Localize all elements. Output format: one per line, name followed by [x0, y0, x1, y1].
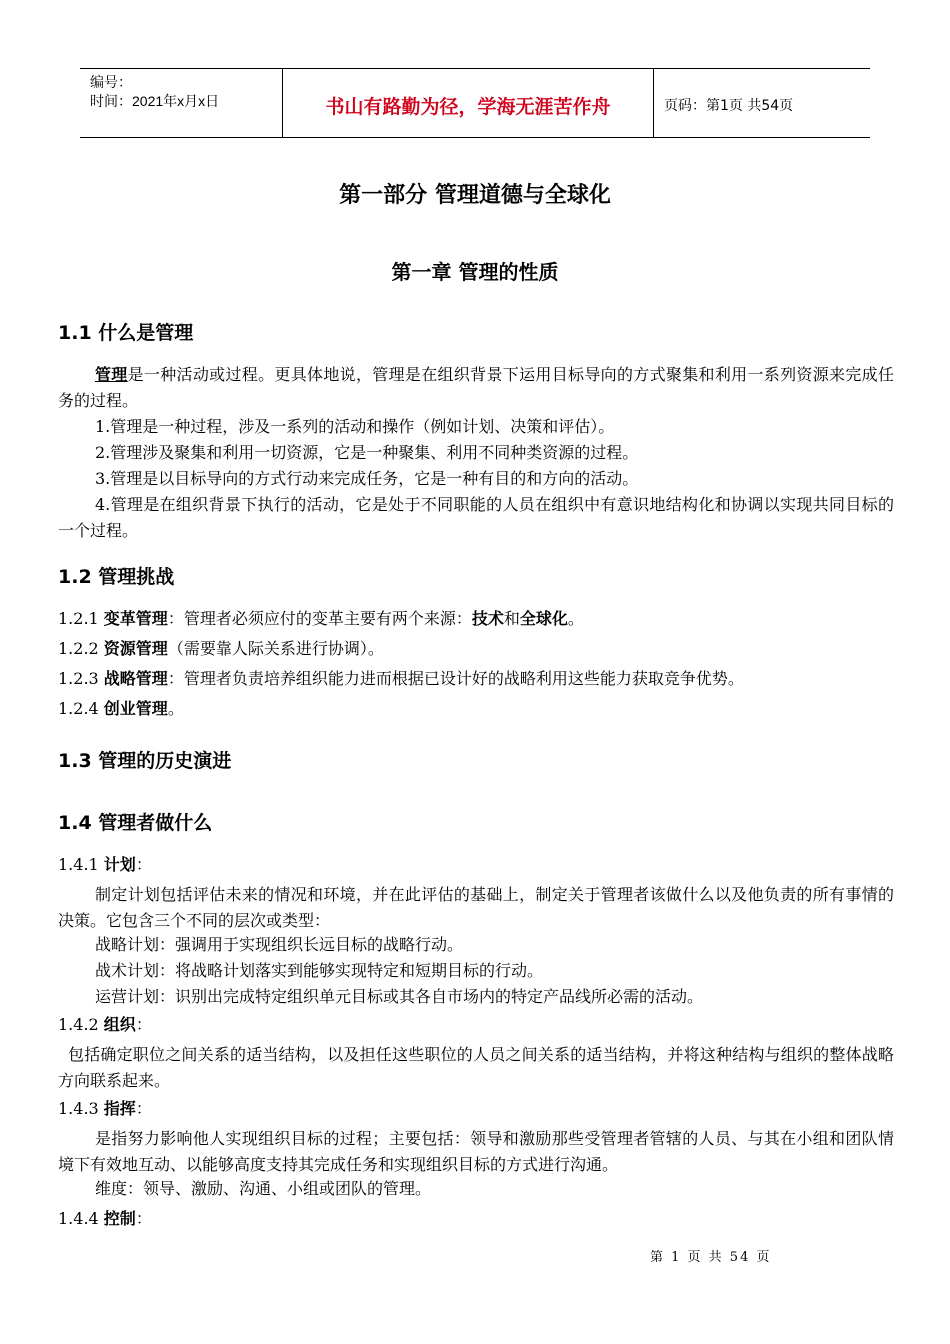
- leading-dimensions: 维度：领导、激励、沟通、小组或团队的管理。: [95, 1179, 432, 1198]
- plan-type-operational: 运营计划：识别出完成特定组织单元目标或其各自市场内的特定产品线所必需的活动。: [95, 987, 704, 1006]
- paragraph-definition: 管理是一种活动或过程。更具体地说，管理是在组织背景下运用目标导向的方式聚集和利用一系列资源来完成任务的过程。: [58, 365, 894, 410]
- point-2: 2.管理涉及聚集和利用一切资源，它是一种聚集、利用不同种类资源的过程。: [95, 443, 639, 462]
- item-1-4-2: 1.4.2 组织：: [58, 1015, 152, 1034]
- item-1-4-3: 1.4.3 指挥：: [58, 1099, 152, 1118]
- part-title: 第一部分 管理道德与全球化: [339, 183, 611, 208]
- item-1-4-1: 1.4.1 计划：: [58, 855, 152, 874]
- item-1-2-1: 1.2.1 变革管理：管理者必须应付的变革主要有两个来源：技术和全球化。: [58, 609, 584, 628]
- header-meta: [80, 69, 282, 137]
- item-1-4-4: 1.4.4 控制：: [58, 1209, 152, 1228]
- item-1-2-3: 1.2.3 战略管理：管理者负责培养组织能力进而根据已设计好的战略利用这些能力获取竞争优势。: [58, 669, 744, 688]
- section-heading-1-2: 1.2 管理挑战: [58, 566, 175, 588]
- page-footer: 第 1 页 共 54 页: [650, 1250, 772, 1265]
- plan-type-tactical: 战术计划：将战略计划落实到能够实现特定和短期目标的行动。: [95, 961, 544, 980]
- header-motto: 书山有路勤为径，学海无涯苦作舟: [282, 69, 654, 137]
- plan-type-strategic: 战略计划：强调用于实现组织长远目标的战略行动。: [95, 935, 464, 954]
- term-management: 管理: [95, 365, 128, 384]
- paragraph-planning: 制定计划包括评估未来的情况和环境，并在此评估的基础上，制定关于管理者该做什么以及他负责的所有事情的决策。它包含三个不同的层次或类型：: [58, 885, 894, 930]
- point-3: 3.管理是以目标导向的方式行动来完成任务，它是一种有目的和方向的活动。: [95, 469, 639, 488]
- paragraph-organizing: 包括确定职位之间关系的适当结构，以及担任这些职位的人员之间关系的适当结构，并将这种结构与组织的整体战略方向联系起来。: [58, 1045, 894, 1090]
- chapter-title: 第一章 管理的性质: [391, 260, 559, 284]
- section-heading-1-3: 1.3 管理的历史演进: [58, 750, 232, 772]
- point-1: 1.管理是一种过程，涉及一系列的活动和操作（例如计划、决策和评估）。: [95, 417, 615, 436]
- header-page-info: 页码：第1页 共54页: [664, 98, 794, 114]
- section-heading-1-4: 1.4 管理者做什么: [58, 812, 213, 834]
- paragraph-leading: 是指努力影响他人实现组织目标的过程；主要包括：领导和激励那些受管理者管辖的人员、与其在小组和团队情境下有效地互动、以能够高度支持其完成任务和实现组织目标的方式进行沟通。: [58, 1129, 894, 1174]
- section-heading-1-1: 1.1 什么是管理: [58, 322, 194, 344]
- page-header: [80, 68, 870, 138]
- point-4: 4.管理是在组织背景下执行的活动，它是处于不同职能的人员在组织中有意识地结构化和协调以实现共同目标的一个过程。: [58, 495, 894, 540]
- header-time: 时间：2021年x月x日: [90, 93, 220, 109]
- item-1-2-2: 1.2.2 资源管理（需要靠人际关系进行协调）。: [58, 639, 384, 658]
- item-1-2-4: 1.2.4 创业管理。: [58, 699, 184, 718]
- header-number: 编号：: [90, 74, 132, 90]
